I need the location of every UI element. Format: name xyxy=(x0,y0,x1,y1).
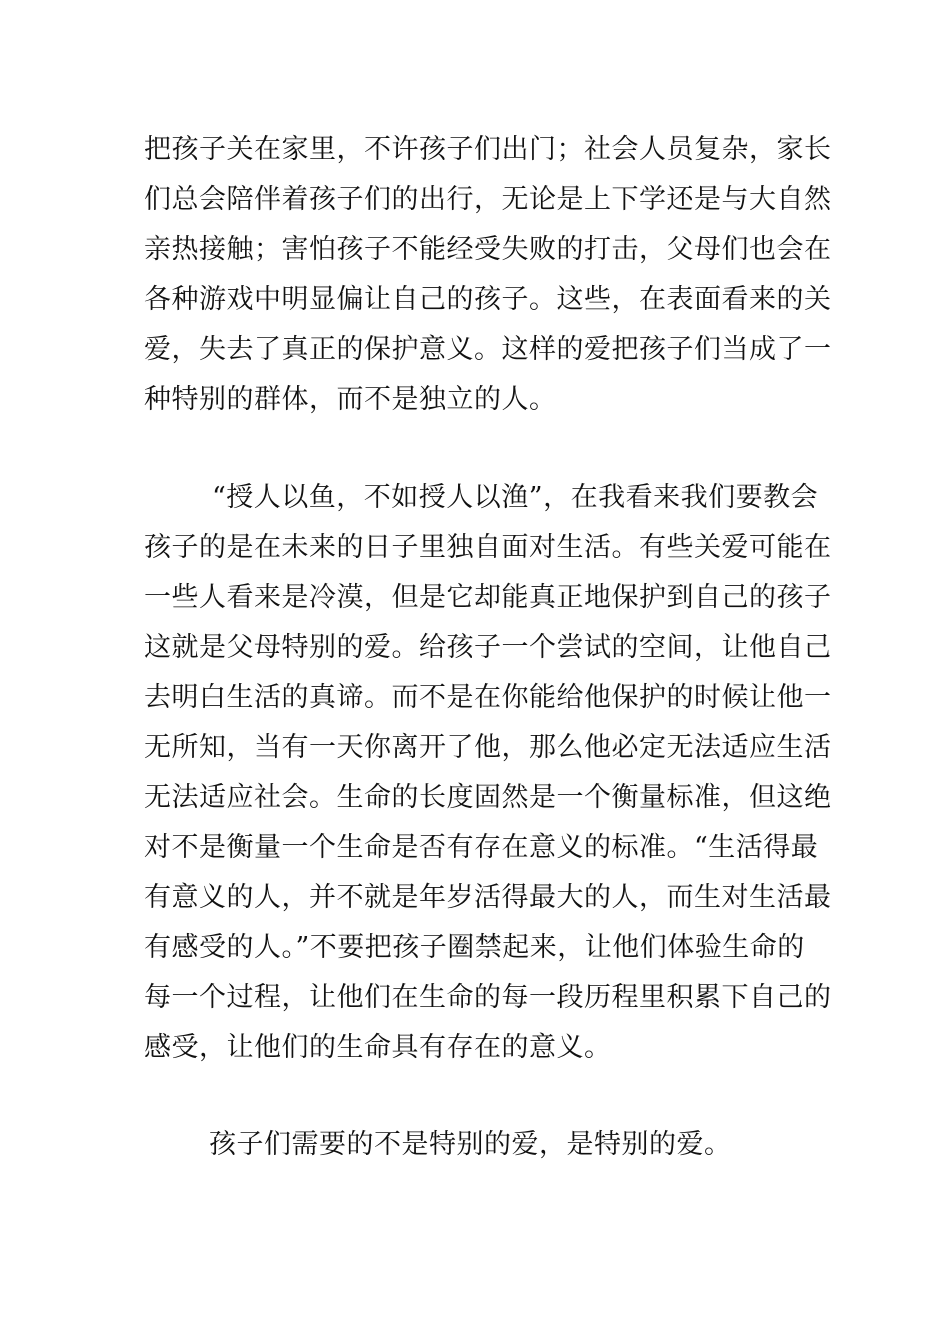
text-line: 各种游戏中明显偏让自己的孩子。这些，在表面看来的关 xyxy=(144,284,832,315)
text-line: 去明白生活的真谛。而不是在你能给他保护的时候让他一 xyxy=(144,682,832,713)
text-line: 有意义的人，并不就是年岁活得最大的人，而生对生活最 xyxy=(144,882,832,913)
text-line: 每一个过程，让他们在生命的每一段历程里积累下自己的 xyxy=(144,982,832,1013)
text-line: 孩子的是在未来的日子里独自面对生活。有些关爱可能在 xyxy=(144,532,832,563)
text-line: 感受，让他们的生命具有存在的意义。 xyxy=(144,1032,612,1063)
text-line: 一些人看来是冷漠，但是它却能真正地保护到自己的孩子 xyxy=(144,582,832,613)
text-line: 无所知，当有一天你离开了他，那么他必定无法适应生活 xyxy=(144,732,832,763)
text-line: 爱，失去了真正的保护意义。这样的爱把孩子们当成了一 xyxy=(144,334,832,365)
text-line: 对不是衡量一个生命是否有存在意义的标准。“生活得最 xyxy=(144,832,819,863)
text-line: 这就是父母特别的爱。给孩子一个尝试的空间，让他自己 xyxy=(144,632,832,663)
text-line: 们总会陪伴着孩子们的出行，无论是上下学还是与大自然 xyxy=(144,184,832,215)
text-line: 亲热接触；害怕孩子不能经受失败的打击，父母们也会在 xyxy=(144,234,832,265)
text-line: 种特别的群体，而不是独立的人。 xyxy=(144,384,557,415)
text-line: 无法适应社会。生命的长度固然是一个衡量标准，但这绝 xyxy=(144,782,832,813)
text-line: “授人以鱼，不如授人以渔”，在我看来我们要教会 xyxy=(212,482,819,513)
text-line: 孩子们需要的不是特别的爱，是特别的爱。 xyxy=(209,1129,732,1160)
text-line: 有感受的人。”不要把孩子圈禁起来，让他们体验生命的 xyxy=(144,932,805,963)
text-line: 把孩子关在家里，不许孩子们出门；社会人员复杂，家长 xyxy=(144,134,832,165)
